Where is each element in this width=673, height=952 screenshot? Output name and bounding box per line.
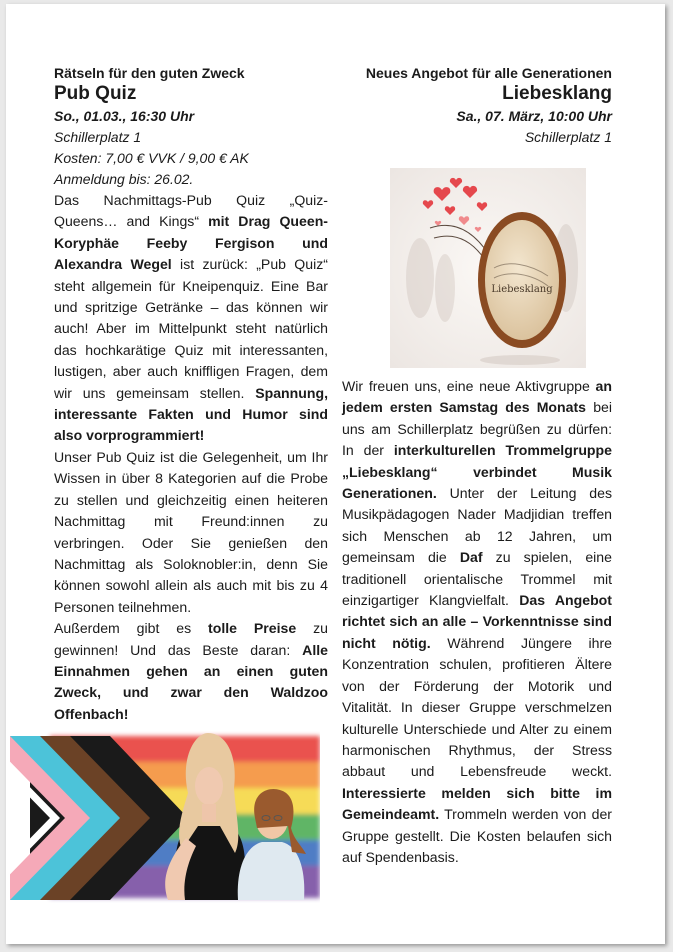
text-bold: Daf <box>459 549 483 566</box>
pub-quiz-article <box>54 64 328 725</box>
liebesklang-date: Sa., 07. März, 10:00 Uhr <box>456 108 612 124</box>
pride-flag-graphic <box>10 728 320 910</box>
pub-quiz-location: Schillerplatz 1 <box>54 129 142 145</box>
text-bold: tolle Preise <box>208 620 297 637</box>
text-bold: interkulturellen Trommelgruppe „Liebesklang“ verbindet Musik Generationen. <box>342 442 612 502</box>
drum-label: Liebesklang <box>491 284 553 295</box>
text-bold: Das Angebot richtet sich an alle – Vorkenntnisse sind nicht nötig. <box>342 592 612 651</box>
text-run: Wir freuen uns, eine neue Aktivgruppe <box>342 378 596 394</box>
text-run: zu spielen, eine traditionell orientalische Trommel mit einzigartiger Klangvielfalt. <box>342 549 612 609</box>
text-bold: Interessierte melden sich bitte im Gemeindeamt. <box>342 784 612 823</box>
liebesklang-photo <box>390 168 586 368</box>
pub-quiz-registration: Anmeldung bis: 26.02. <box>54 171 194 187</box>
text-bold: Spannung, interessante Fakten und Humor sind also vorprogrammiert! <box>54 384 328 444</box>
text-run: bei uns am Schillerplatz begrüßen zu dürfen: In der <box>342 399 612 459</box>
text-run: Trommeln werden von der Gruppe gestellt. Die Kosten belaufen sich auf Spendenbasis. <box>342 806 612 865</box>
text-run: Unter der Leitung des Musikpädagogen Nader Madjidian treffen sich Menschen ab 12 Jahren, um gemeinsam die <box>342 485 612 566</box>
pub-quiz-cost: Kosten: 7,00 € VVK / 9,00 € AK <box>54 150 249 166</box>
pub-quiz-body <box>54 190 328 725</box>
text-run: Außerdem gibt es <box>54 620 209 637</box>
text-bold: Alle Einnahmen gehen an einen guten Zweck, und zwar den Waldzoo Offenbach! <box>54 641 328 722</box>
pub-quiz-paragraph-1 <box>54 190 328 447</box>
text-run: ist zurück: „Pub Quiz“ steht allgemein für Kneipenquiz. Eine Bar und spritzige Getränke – das können wir auch! Aber im Mittelpunkt steht natürlich das hochkarätige Quiz mit interessanten, lustigen, aber auch kniffligen Fragen, dem wir uns gemeinsam stellen. <box>54 256 328 401</box>
daf-drum-graphic <box>390 168 586 368</box>
pub-quiz-photo <box>10 728 320 910</box>
liebesklang-paragraph <box>342 376 612 868</box>
liebesklang-header <box>342 64 612 148</box>
text-run: Während Jüngere ihre Konzentration schulen, profitieren Ältere von der Förderung der Motorik und Vitalität. In dieser Gruppe verschmelzen kulturelle Unterschiede und Alter zu einem harmonischen Rhythmus, der Stress abbaut und Lebensfreude weckt. <box>342 634 612 780</box>
pub-quiz-kicker: Rätseln für den guten Zweck <box>54 65 245 81</box>
pub-quiz-paragraph-2: Unser Pub Quiz ist die Gelegenheit, um Ihr Wissen in über 8 Kategorien auf die Probe zu stellen und gleichzeitig einen heiteren Nachmittag mit Freund:innen zu verbringen. Oder Sie genießen den Nachmittag als Soloknobler:in, denn Sie können sowohl allein als auch mit bis zu 4 Personen teilnehmen. <box>54 448 328 615</box>
liebesklang-title: Liebesklang <box>502 83 612 104</box>
pub-quiz-paragraph-3 <box>54 618 328 725</box>
liebesklang-body <box>342 376 612 868</box>
text-bold: mit Drag Queen-Koryphäe Feeby Fergison und Alexandra Wegel <box>54 213 329 273</box>
pub-quiz-date: So., 01.03., 16:30 Uhr <box>54 108 195 124</box>
liebesklang-location: Schillerplatz 1 <box>524 129 612 145</box>
text-run: zu gewinnen! Und das Beste daran: <box>54 620 328 658</box>
text-bold: an jedem ersten Samstag des Monats <box>342 378 612 416</box>
liebesklang-kicker: Neues Angebot für alle Generationen <box>365 65 612 81</box>
text-run: Das Nachmittags-Pub Quiz „Quiz-Queens… and Kings“ <box>54 192 328 230</box>
pub-quiz-title: Pub Quiz <box>54 83 137 104</box>
